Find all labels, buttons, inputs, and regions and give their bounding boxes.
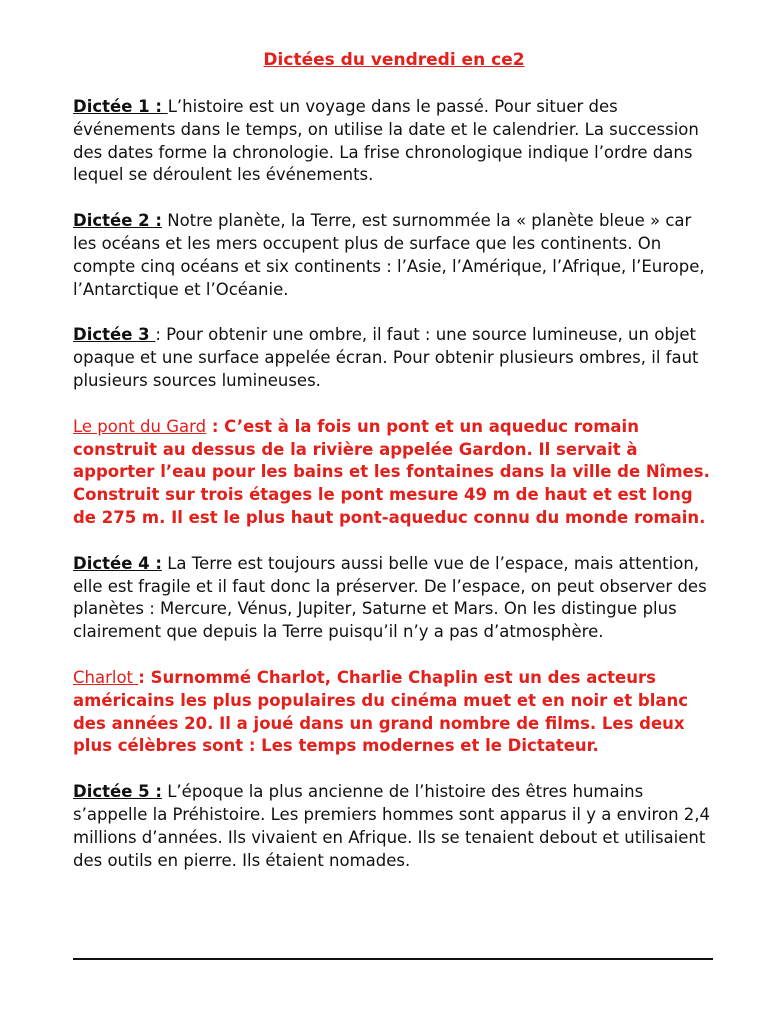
pont-du-gard-label: Le pont du Gard <box>73 416 207 436</box>
charlot-text: : Surnommé Charlot, Charlie Chaplin est un des acteurs américains les plus populaires du cinéma muet et en noir et blanc des années 20. Il a joué dans un grand nombre de films. Les deux plus célèbres sont : Les temps modernes et le Dictateur. <box>73 667 689 756</box>
dictee-5-paragraph <box>73 781 715 872</box>
pont-du-gard-paragraph <box>73 416 715 530</box>
dictee-3-label: Dictée 3 <box>73 325 156 345</box>
dictee-1-text: L’histoire est un voyage dans le passé. Pour situer des événements dans le temps, on utilise la date et le calendrier. La succession des dates forme la chronologie. La frise chronologique indique l’ordre dans lequel se déroulent les événements. <box>73 97 699 185</box>
dictee-3-text: : Pour obtenir une ombre, il faut : une source lumineuse, un objet opaque et une surface appelée écran. Pour obtenir plusieurs ombres, il faut plusieurs sources lumineuses. <box>73 325 699 390</box>
dictee-1-label: Dictée 1 : <box>73 97 168 116</box>
pont-du-gard-text: : C’est à la fois un pont et un aqueduc romain construit au dessus de la rivière appelée Gardon. Il servait à apporter l’eau pour les bains et les fontaines dans la ville de Nîmes. Construit sur trois étages le pont mesure 49 m de haut et est long de 275 m. Il est le plus haut pont-aqueduc connu du monde romain. <box>73 416 710 527</box>
dictee-1-paragraph <box>73 96 715 187</box>
dictee-4-label: Dictée 4 : <box>73 553 162 573</box>
dictee-4-paragraph <box>73 553 715 644</box>
dictee-2-label: Dictée 2 : <box>73 211 162 231</box>
dictee-5-label: Dictée 5 : <box>73 782 162 802</box>
dictee-4-text: La Terre est toujours aussi belle vue de l’espace, mais attention, elle est fragile et il faut donc la préserver. De l’espace, on peut observer des planètes : Mercure, Vénus, Jupiter, Saturne et Mars. On les distingue plus clairement que depuis la Terre puisqu’il n’y a pas d’atmosphère. <box>73 553 707 642</box>
charlot-paragraph <box>73 667 715 758</box>
dictee-5-text: L’époque la plus ancienne de l’histoire des êtres humains s’appelle la Préhistoire. Les premiers hommes sont apparus il y a environ 2,4 millions d’années. Ils vivaient en Afrique. Ils se tenaient debout et utilisaient des outils en pierre. Ils étaient nomades. <box>73 782 711 870</box>
dictee-2-paragraph <box>73 210 715 301</box>
bottom-divider <box>73 958 713 960</box>
document-page <box>73 49 715 895</box>
dictee-2-text: Notre planète, la Terre, est surnommée la « planète bleue » car les océans et les mers occupent plus de surface que les continents. On compte cinq océans et six continents : l’Asie, l’Amérique, l’Afrique, l’Europe, l’Antarctique et l’Océanie. <box>73 211 705 299</box>
charlot-label: Charlot <box>73 667 139 687</box>
document-title: Dictées du vendredi en ce2 <box>263 50 525 70</box>
dictee-3-paragraph <box>73 324 715 392</box>
